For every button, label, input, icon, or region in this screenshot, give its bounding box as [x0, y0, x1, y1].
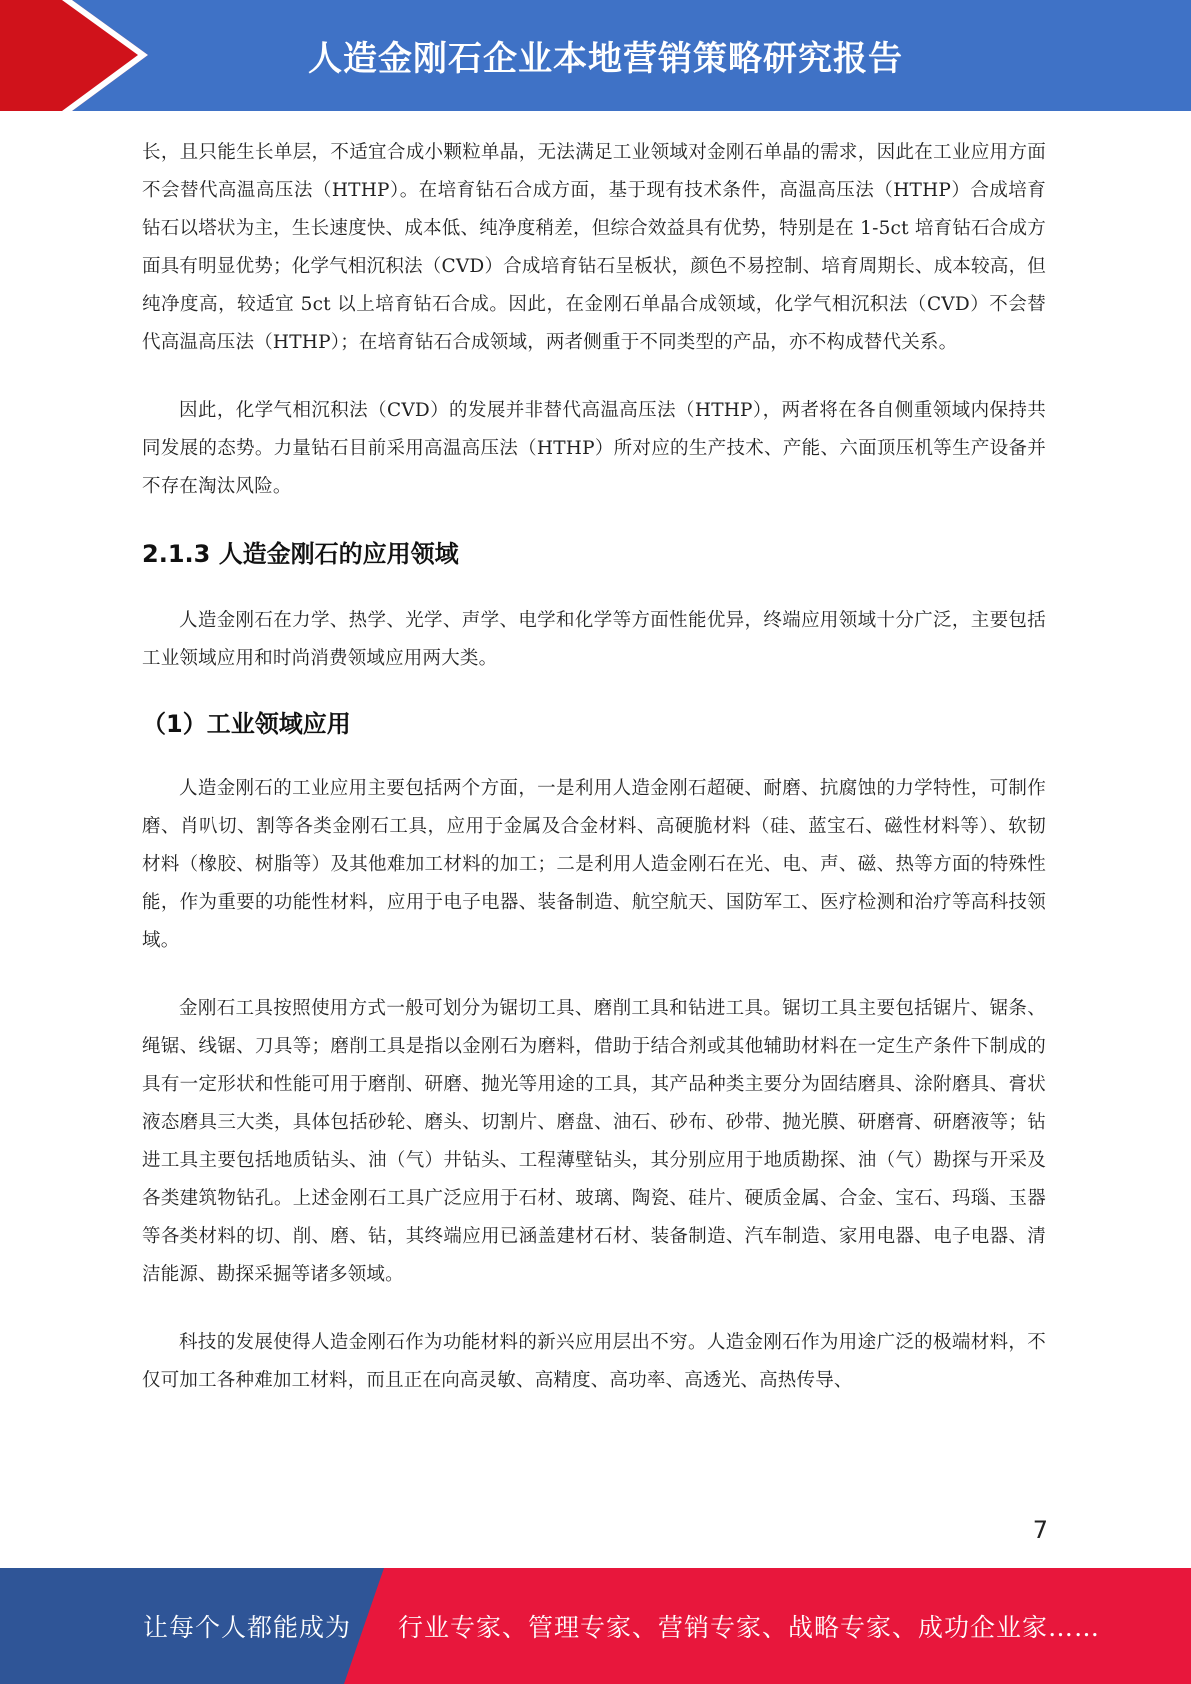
page-body	[142, 134, 1046, 1400]
page-number: 7	[1032, 1516, 1048, 1544]
report-title: 人造金刚石企业本地营销策略研究报告	[308, 39, 903, 79]
subsection-heading-industrial: （1）工业领域应用	[142, 710, 351, 738]
page-footer	[0, 1568, 1191, 1684]
paragraph-applications-intro: 人造金刚石在力学、热学、光学、声学、电学和化学等方面性能优异，终端应用领域十分广泛，主要包括工业领域应用和时尚消费领域应用两大类。	[142, 610, 1046, 669]
section-heading-2-1-3: 2.1.3 人造金刚石的应用领域	[142, 540, 459, 568]
paragraph-diamond-tools: 金刚石工具按照使用方式一般可划分为锯切工具、磨削工具和钻进工具。锯切工具主要包括锯片、锯条、绳锯、线锯、刀具等；磨削工具是指以金刚石为磨料，借助于结合剂或其他辅助材料在一定生产条件下制成的具有一定形状和性能可用于磨削、研磨、抛光等用途的工具，其产品种类主要分为固结磨具、涂附磨具、膏状液态磨具三大类，具体包括砂轮、磨头、切割片、磨盘、油石、砂布、砂带、抛光膜、研磨膏、研磨液等；钻进工具主要包括地质钻头、油（气）井钻头、工程薄壁钻头，其分别应用于地质勘探、油（气）勘探与开采及各类建筑物钻孔。上述金刚石工具广泛应用于石材、玻璃、陶瓷、硅片、硬质金属、合金、宝石、玛瑙、玉器等各类材料的切、削、磨、钻，其终端应用已涵盖建材石材、装备制造、汽车制造、家用电器、电子电器、清洁能源、勘探采掘等诸多领域。	[142, 998, 1046, 1285]
paragraph-conclusion: 因此，化学气相沉积法（CVD）的发展并非替代高温高压法（HTHP），两者将在各自侧重领域内保持共同发展的态势。力量钻石目前采用高温高压法（HTHP）所对应的生产技术、产能、六面顶压机等生产设备并不存在淘汰风险。	[142, 400, 1046, 497]
footer-slogan-right: 行业专家、管理专家、营销专家、战略专家、成功企业家……	[398, 1613, 1101, 1642]
paragraph-industrial-uses: 人造金刚石的工业应用主要包括两个方面，一是利用人造金刚石超硬、耐磨、抗腐蚀的力学特性，可制作磨、肖叭切、割等各类金刚石工具，应用于金属及合金材料、高硬脆材料（硅、蓝宝石、磁性材料等）、软韧材料（橡胶、树脂等）及其他难加工材料的加工；二是利用人造金刚石在光、电、声、磁、热等方面的特殊性能，作为重要的功能性材料，应用于电子电器、装备制造、航空航天、国防军工、医疗检测和治疗等高科技领域。	[142, 778, 1046, 951]
page-header	[0, 0, 1191, 111]
paragraph-emerging-uses: 科技的发展使得人造金刚石作为功能材料的新兴应用层出不穷。人造金刚石作为用途广泛的极端材料，不仅可加工各种难加工材料，而且正在向高灵敏、高精度、高功率、高透光、高热传导、	[142, 1332, 1046, 1391]
footer-slogan-left: 让每个人都能成为	[143, 1613, 352, 1642]
paragraph-continued: 长，且只能生长单层，不适宜合成小颗粒单晶，无法满足工业领域对金刚石单晶的需求，因此在工业应用方面不会替代高温高压法（HTHP）。在培育钻石合成方面，基于现有技术条件，高温高压法（HTHP）合成培育钻石以塔状为主，生长速度快、成本低、纯净度稍差，但综合效益具有优势，特别是在 1-5ct 培育钻石合成方面具有明显优势；化学气相沉积法（CVD）合成培育钻石呈板状，颜色不易控制、培育周期长、成本较高，但纯净度高，较适宜 5ct 以上培育钻石合成。因此，在金刚石单晶合成领域，化学气相沉积法（CVD）不会替代高温高压法（HTHP）；在培育钻石合成领域，两者侧重于不同类型的产品，亦不构成替代关系。	[142, 142, 1046, 353]
